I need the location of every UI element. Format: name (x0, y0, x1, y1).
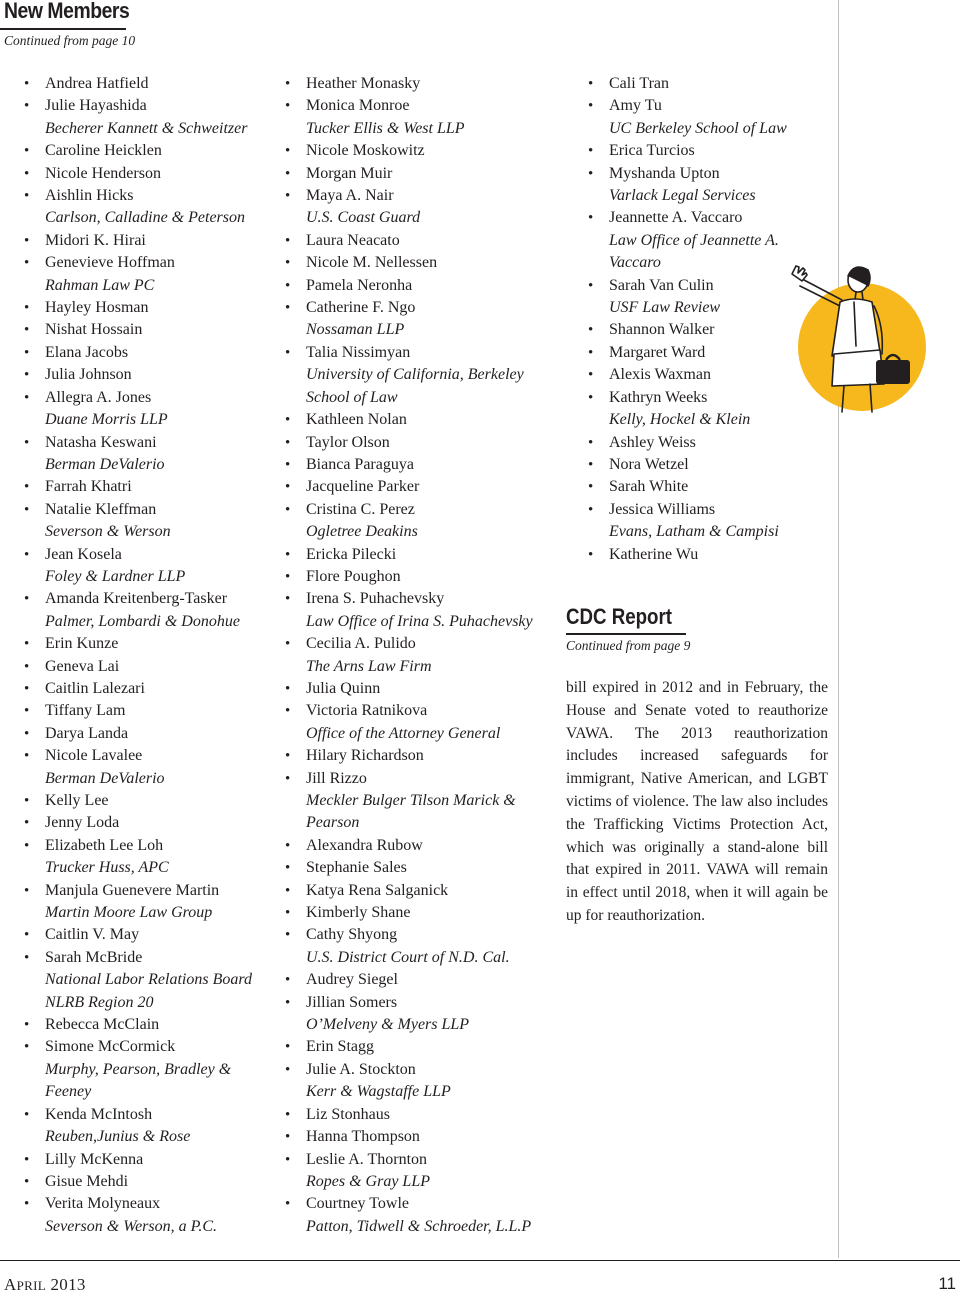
member-affiliation (306, 1014, 556, 1036)
affiliation-line: Ropes & Gray LLP (306, 1172, 430, 1190)
affiliation-line: Berman DeValerio (45, 455, 165, 473)
member-name: • Andrea Hatfield (45, 73, 270, 95)
member-list-item (45, 1014, 270, 1036)
member-list-item (609, 454, 829, 476)
member-affiliation (306, 207, 556, 229)
member-column-1 (45, 73, 270, 1238)
member-name: • Myshanda Upton (609, 163, 829, 185)
member-list-item (306, 1126, 556, 1148)
member-list-item (306, 1059, 556, 1104)
member-list-item (306, 566, 556, 588)
member-name: • Rebecca McClain (45, 1014, 270, 1036)
member-affiliation (45, 207, 270, 229)
affiliation-line: Rahman Law PC (45, 276, 155, 294)
member-list-item (45, 140, 270, 162)
member-affiliation (609, 521, 829, 543)
member-list-item (45, 1149, 270, 1171)
member-list-item (45, 880, 270, 925)
member-list-item (306, 902, 556, 924)
member-affiliation (45, 409, 270, 431)
member-name: • Kenda McIntosh (45, 1104, 270, 1126)
member-list-item (45, 678, 270, 700)
member-name: • Katya Rena Salganick (306, 880, 556, 902)
affiliation-line: Feeney (45, 1083, 92, 1101)
member-list-item (306, 230, 556, 252)
member-affiliation (45, 768, 270, 790)
member-name: • Elana Jacobs (45, 342, 270, 364)
column-divider (838, 0, 839, 1258)
member-list-item (45, 364, 270, 386)
affiliation-line: Law Office of Irina S. Puhachevsky (306, 612, 533, 630)
member-name: • Manjula Guenevere Martin (45, 880, 270, 902)
member-affiliation (306, 319, 556, 341)
member-name: • Geneva Lai (45, 656, 270, 678)
member-affiliation (45, 902, 270, 924)
member-list-item (306, 992, 556, 1037)
member-name: • Cecilia A. Pulido (306, 633, 556, 655)
member-name: • Cristina C. Perez (306, 499, 556, 521)
member-list-item (45, 499, 270, 544)
member-list-item (45, 319, 270, 341)
member-list-item (45, 790, 270, 812)
member-name: • Kathleen Nolan (306, 409, 556, 431)
member-name: • Julie A. Stockton (306, 1059, 556, 1081)
member-list-item (306, 163, 556, 185)
affiliation-line: U.S. District Court of N.D. Cal. (306, 948, 510, 966)
affiliation-line: Martin Moore Law Group (45, 904, 213, 922)
member-name: • Allegra A. Jones (45, 387, 270, 409)
member-name: • Kathryn Weeks (609, 387, 829, 409)
member-name: • Morgan Muir (306, 163, 556, 185)
affiliation-line: Berman DeValerio (45, 769, 165, 787)
affiliation-line: Carlson, Calladine & Peterson (45, 209, 245, 227)
member-name: • Erica Turcios (609, 140, 829, 162)
member-list-item (45, 723, 270, 745)
member-name: • Natasha Keswani (45, 432, 270, 454)
affiliation-line: Palmer, Lombardi & Donohue (45, 612, 240, 630)
issue-initial: A (4, 1275, 17, 1294)
member-name: • Tiffany Lam (45, 700, 270, 722)
member-name: • Liz Stonhaus (306, 1104, 556, 1126)
affiliation-line: Severson & Werson (45, 523, 171, 541)
member-name: • Sarah White (609, 476, 829, 498)
member-name: • Maya A. Nair (306, 185, 556, 207)
member-affiliation (306, 656, 556, 678)
member-list-item (306, 1193, 556, 1238)
affiliation-line: Tucker Ellis & West LLP (306, 119, 465, 137)
member-name: • Flore Poughon (306, 566, 556, 588)
member-name: • Darya Landa (45, 723, 270, 745)
member-list-item (306, 1149, 556, 1194)
member-name: • Nicole Henderson (45, 163, 270, 185)
member-name: • Jean Kosela (45, 544, 270, 566)
member-name: • Shannon Walker (609, 319, 829, 341)
member-list-item (306, 432, 556, 454)
affiliation-line: Kelly, Hockel & Klein (609, 411, 751, 429)
member-list-item (45, 342, 270, 364)
member-list-item (45, 73, 270, 95)
member-list-item (45, 1104, 270, 1149)
affiliation-line: The Arns Law Firm (306, 657, 432, 675)
member-name: • Audrey Siegel (306, 969, 556, 991)
affiliation-line: Murphy, Pearson, Bradley & (45, 1060, 232, 1078)
member-name: • Victoria Ratnikova (306, 700, 556, 722)
cdc-report-subtitle: Continued from page 9 (566, 638, 691, 653)
member-affiliation (45, 857, 270, 879)
member-list-item (45, 924, 270, 946)
issue-month-rest: PRIL (16, 1278, 46, 1293)
member-name: • Margaret Ward (609, 342, 829, 364)
member-list-item (609, 544, 829, 566)
member-list-item (306, 768, 556, 835)
member-affiliation (306, 1216, 556, 1238)
member-list-item (45, 745, 270, 790)
member-list-item (306, 342, 556, 409)
affiliation-line: Duane Morris LLP (45, 411, 168, 429)
member-name: • Irena S. Puhachevsky (306, 588, 556, 610)
member-name: • Cathy Shyong (306, 924, 556, 946)
member-name: • Jillian Somers (306, 992, 556, 1014)
member-name: • Catherine F. Ngo (306, 297, 556, 319)
member-affiliation (306, 611, 556, 633)
affiliation-line: UC Berkeley School of Law (609, 119, 787, 137)
member-name: • Ericka Pilecki (306, 544, 556, 566)
member-list-item (45, 230, 270, 252)
section-subtitle: Continued from page 10 (4, 33, 136, 48)
member-affiliation (45, 454, 270, 476)
member-list-item (306, 678, 556, 700)
member-name: • Jacqueline Parker (306, 476, 556, 498)
affiliation-line: Becherer Kannett & Schweitzer (45, 119, 248, 137)
affiliation-line: Evans, Latham & Campisi (609, 523, 779, 541)
member-name: • Katherine Wu (609, 544, 829, 566)
member-list-item (306, 185, 556, 230)
member-list-item (45, 633, 270, 655)
page-number: 11 (938, 1274, 956, 1293)
member-list-item (306, 700, 556, 745)
affiliation-line: Pearson (306, 814, 360, 832)
member-affiliation (306, 1171, 556, 1193)
issue-year: 2013 (45, 1275, 86, 1294)
member-column-2 (306, 73, 556, 1238)
member-name: • Pamela Neronha (306, 275, 556, 297)
member-name: • Ashley Weiss (609, 432, 829, 454)
member-name: • Gisue Mehdi (45, 1171, 270, 1193)
member-affiliation (306, 790, 556, 835)
member-name: • Cali Tran (609, 73, 829, 95)
member-list-item (306, 476, 556, 498)
member-list-item (45, 947, 270, 1014)
affiliation-line: Ogletree Deakins (306, 523, 418, 541)
member-name: • Sarah McBride (45, 947, 270, 969)
member-name: • Courtney Towle (306, 1193, 556, 1215)
affiliation-line: Law Office of Jeannette A. (609, 231, 779, 249)
member-list-item (306, 924, 556, 969)
affiliation-line: National Labor Relations Board (45, 971, 252, 989)
affiliation-line: Varlack Legal Services (609, 187, 756, 205)
member-name: • Amanda Kreitenberg-Tasker (45, 588, 270, 610)
footer-issue-date (4, 1275, 86, 1295)
member-list-item (306, 409, 556, 431)
member-name: • Taylor Olson (306, 432, 556, 454)
cdc-report-paragraph: bill expired in 2012 and in February, the House and Senate voted to reauthorize VAWA. The 2013 reauthorization includes increased safeguards for immigrant, Native American, and LGBT victims of violence. The law also includes the Trafficking Victims Protection Act, which was originally a stand-alone bill that expired in 2011. VAWA will remain in effect until 2018, when it will again be up for reauthorization. (566, 679, 828, 924)
member-list-item (45, 185, 270, 230)
member-list-item (609, 476, 829, 498)
member-name: • Nicole M. Nellessen (306, 252, 556, 274)
member-name: • Elizabeth Lee Loh (45, 835, 270, 857)
member-list-item (45, 812, 270, 834)
member-affiliation (306, 118, 556, 140)
member-name: • Jenny Loda (45, 812, 270, 834)
member-list-item (306, 544, 556, 566)
affiliation-line: Reuben,Junius & Rose (45, 1128, 191, 1146)
member-name: • Caroline Heicklen (45, 140, 270, 162)
affiliation-line: Severson & Werson, a P.C. (45, 1217, 217, 1235)
member-affiliation (45, 969, 270, 1014)
member-name: • Nicole Lavalee (45, 745, 270, 767)
member-name: • Aishlin Hicks (45, 185, 270, 207)
member-affiliation (45, 1126, 270, 1148)
member-name: • Julia Quinn (306, 678, 556, 700)
member-list-item (45, 1193, 270, 1238)
affiliation-line: NLRB Region 20 (45, 993, 154, 1011)
member-list-item (45, 252, 270, 297)
member-list-item (306, 969, 556, 991)
member-name: • Bianca Paraguya (306, 454, 556, 476)
affiliation-line: Foley & Lardner LLP (45, 567, 186, 585)
member-affiliation (45, 118, 270, 140)
member-name: • Hanna Thompson (306, 1126, 556, 1148)
member-name: • Nishat Hossain (45, 319, 270, 341)
member-affiliation (45, 1216, 270, 1238)
member-name: • Monica Monroe (306, 95, 556, 117)
affiliation-line: Vaccaro (609, 254, 661, 272)
member-name: • Nicole Moskowitz (306, 140, 556, 162)
member-list-item (45, 95, 270, 140)
member-affiliation (306, 364, 556, 409)
member-affiliation (609, 118, 829, 140)
member-affiliation (45, 566, 270, 588)
member-list-item (45, 387, 270, 432)
member-name: • Amy Tu (609, 95, 829, 117)
member-name: • Stephanie Sales (306, 857, 556, 879)
member-affiliation (45, 611, 270, 633)
member-list-item (45, 1036, 270, 1103)
member-list-item (45, 656, 270, 678)
affiliation-line: School of Law (306, 388, 398, 406)
member-list-item (306, 857, 556, 879)
member-name: • Kelly Lee (45, 790, 270, 812)
member-list-item (45, 835, 270, 880)
affiliation-line: Nossaman LLP (306, 321, 405, 339)
member-list-item (306, 1036, 556, 1058)
cdc-report-rule (566, 633, 686, 635)
affiliation-line: University of California, Berkeley (306, 366, 524, 384)
member-name: • Kimberly Shane (306, 902, 556, 924)
member-list-item (45, 432, 270, 477)
member-name: • Caitlin V. May (45, 924, 270, 946)
member-list-item (45, 700, 270, 722)
member-name: • Verita Molyneaux (45, 1193, 270, 1215)
member-name: • Alexis Waxman (609, 364, 829, 386)
member-list-item (306, 454, 556, 476)
member-list-item (45, 163, 270, 185)
member-list-item (609, 163, 829, 208)
member-list-item (306, 835, 556, 857)
member-list-item (306, 252, 556, 274)
member-list-item (306, 588, 556, 633)
affiliation-line: Trucker Huss, APC (45, 859, 169, 877)
member-affiliation (306, 947, 556, 969)
member-list-item (306, 745, 556, 767)
member-list-item (306, 880, 556, 902)
member-name: • Leslie A. Thornton (306, 1149, 556, 1171)
member-name: • Jeannette A. Vaccaro (609, 207, 829, 229)
affiliation-line: USF Law Review (609, 299, 721, 317)
member-list-item (609, 432, 829, 454)
member-list-item (306, 95, 556, 140)
affiliation-line: Office of the Attorney General (306, 724, 501, 742)
member-name: • Sarah Van Culin (609, 275, 829, 297)
woman-with-briefcase-illustration (782, 260, 960, 420)
affiliation-line: U.S. Coast Guard (306, 209, 421, 227)
section-title: New Members (4, 0, 130, 23)
member-affiliation (45, 1059, 270, 1104)
member-list-item (306, 297, 556, 342)
member-affiliation (306, 1081, 556, 1103)
affiliation-line: Patton, Tidwell & Schroeder, L.L.P (306, 1217, 532, 1235)
member-name: • Farrah Khatri (45, 476, 270, 498)
member-name: • Natalie Kleffman (45, 499, 270, 521)
section-title-rule (0, 28, 126, 30)
member-affiliation (306, 521, 556, 543)
member-list-item (45, 476, 270, 498)
member-name: • Talia Nissimyan (306, 342, 556, 364)
member-name: • Jessica Williams (609, 499, 829, 521)
member-name: • Simone McCormick (45, 1036, 270, 1058)
member-name: • Caitlin Lalezari (45, 678, 270, 700)
member-list-item (306, 140, 556, 162)
member-name: • Laura Neacato (306, 230, 556, 252)
member-name: • Hayley Hosman (45, 297, 270, 319)
member-list-item (306, 73, 556, 95)
member-affiliation (609, 185, 829, 207)
cdc-report-body (566, 677, 828, 928)
member-name: • Lilly McKenna (45, 1149, 270, 1171)
member-name: • Erin Kunze (45, 633, 270, 655)
member-list-item (609, 499, 829, 544)
member-name: • Erin Stagg (306, 1036, 556, 1058)
member-list-item (306, 499, 556, 544)
member-list-item (609, 140, 829, 162)
member-list-item (609, 95, 829, 140)
member-list-item (45, 588, 270, 633)
affiliation-line: Meckler Bulger Tilson Marick & (306, 792, 516, 809)
affiliation-line: Kerr & Wagstaffe LLP (306, 1083, 451, 1101)
member-list-item (45, 544, 270, 589)
footer-rule (0, 1260, 960, 1261)
member-list-item (306, 275, 556, 297)
member-name: • Julia Johnson (45, 364, 270, 386)
member-name: • Heather Monasky (306, 73, 556, 95)
member-name: • Jill Rizzo (306, 768, 556, 790)
affiliation-line: O’Melveny & Myers LLP (306, 1016, 470, 1034)
member-list-item (45, 297, 270, 319)
member-affiliation (45, 275, 270, 297)
member-name: • Nora Wetzel (609, 454, 829, 476)
member-list-item (306, 1104, 556, 1126)
member-affiliation (45, 521, 270, 543)
cdc-report-title: CDC Report (566, 604, 672, 629)
member-list-item (609, 73, 829, 95)
member-list-item (45, 1171, 270, 1193)
member-affiliation (306, 723, 556, 745)
member-name: • Julie Hayashida (45, 95, 270, 117)
member-name: • Midori K. Hirai (45, 230, 270, 252)
member-name: • Alexandra Rubow (306, 835, 556, 857)
member-name: • Hilary Richardson (306, 745, 556, 767)
member-name: • Genevieve Hoffman (45, 252, 270, 274)
member-list-item (306, 633, 556, 678)
